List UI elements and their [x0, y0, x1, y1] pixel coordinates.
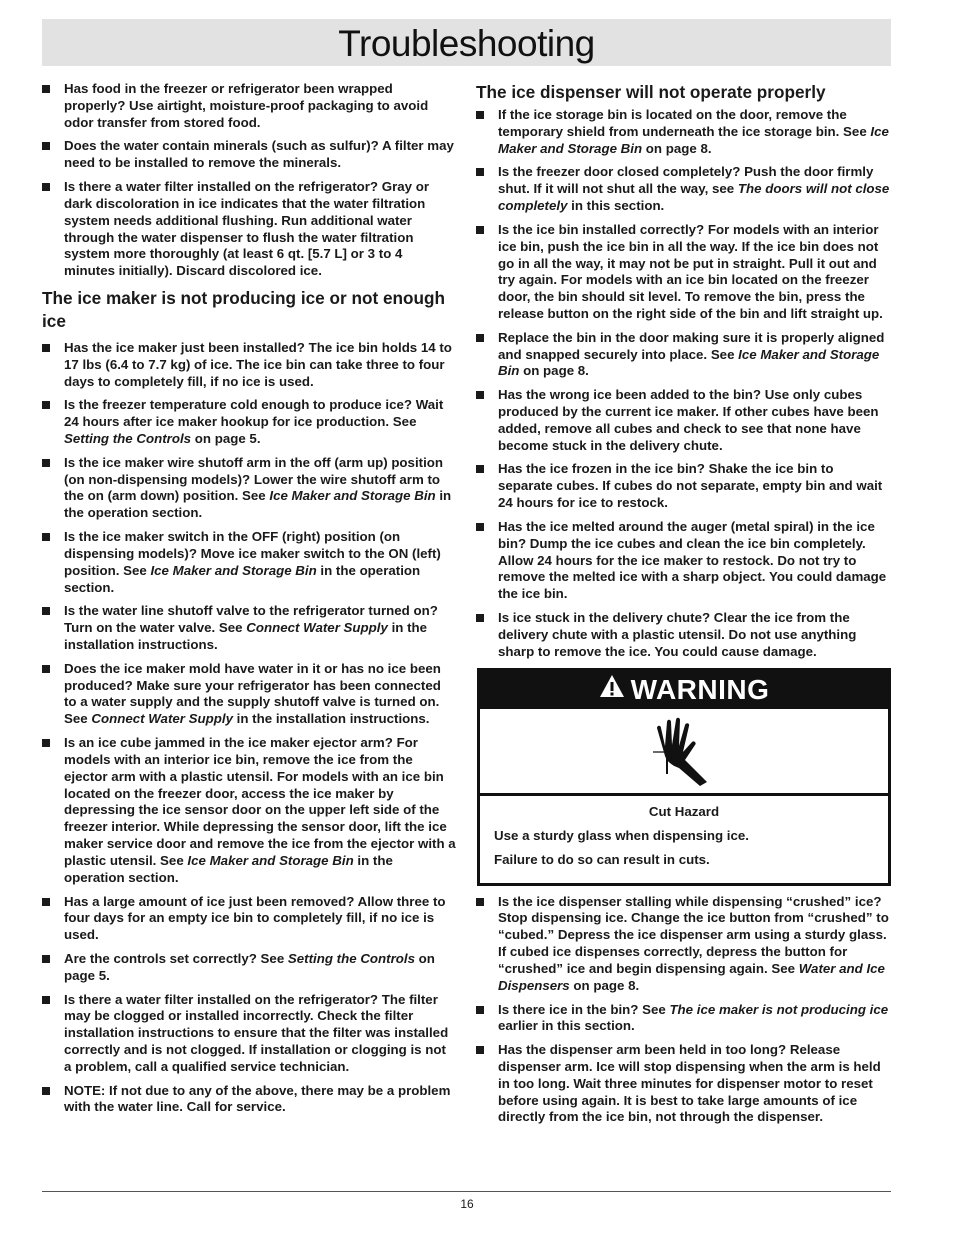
item-reference: Water and Ice Dispensers — [498, 960, 885, 993]
item-text: Is the water line shutoff valve to the refrigerator turned on? Turn on the water valve. See — [64, 603, 438, 636]
list-item — [42, 340, 456, 391]
list-item — [42, 992, 456, 1076]
warning-line-2: Failure to do so can result in cuts. — [494, 851, 710, 867]
bullet-square-icon — [476, 111, 484, 119]
bullet-square-icon — [42, 85, 50, 93]
bullet-square-icon — [476, 523, 484, 531]
item-reference: Ice Maker and Storage Bin — [498, 346, 880, 379]
item-text: Has the dispenser arm been held in too long? Release dispenser arm. Ice will stop dispensing when the arm is held in too long. Wait three minutes for dispenser motor to reset before using again. It is best to take large amounts of ice directly from the ice bin, not through the dispenser. — [498, 1042, 881, 1125]
bullet-square-icon — [476, 1006, 484, 1014]
dispenser-heading: The ice dispenser will not operate properly — [476, 82, 826, 102]
bullet-square-icon — [42, 955, 50, 963]
list-item — [42, 1083, 456, 1117]
list-item — [476, 1042, 891, 1126]
item-text: Is an ice cube jammed in the ice maker ejector arm? For models with an interior ice bin, remove the ice from the ejector arm with a plastic utensil. For models with an ice bin located on the freezer door, access the ice maker by depressing the ice sensor door on the upper left side of the freezer interior. While depressing the sensor door, lift the ice maker service door and remove the ice from the ejector with a plastic utensil. See — [64, 735, 456, 868]
list-item — [476, 519, 891, 603]
left-top-list — [42, 81, 456, 280]
bullet-square-icon — [42, 401, 50, 409]
item-text: Is ice stuck in the delivery chute? Clear the ice from the delivery chute with a plastic utensil. Do not use anything sharp to remove the ice. You could cause damage. — [498, 610, 857, 659]
item-reference: Connect Water Supply — [246, 620, 388, 636]
item-text: NOTE: If not due to any of the above, there may be a problem with the water line. Call for service. — [64, 1082, 451, 1115]
title-bar — [42, 19, 891, 66]
item-reference: The ice maker is not producing ice — [669, 1001, 889, 1017]
footer-rule — [42, 1191, 891, 1192]
list-item — [476, 610, 891, 661]
item-text: Is the freezer temperature cold enough to produce ice? Wait 24 hours after ice maker hookup for ice production. See — [64, 397, 444, 430]
list-item — [42, 81, 456, 132]
bullet-square-icon — [42, 1087, 50, 1095]
bullet-square-icon — [42, 898, 50, 906]
warning-header — [480, 671, 888, 709]
warning-line-1: Use a sturdy glass when dispensing ice. — [494, 827, 749, 843]
ice-maker-heading: The ice maker is not producing ice or not enough ice — [42, 287, 445, 331]
item-text: on page 8. — [569, 977, 640, 993]
item-text: in this section. — [567, 198, 665, 214]
list-item — [42, 661, 456, 728]
item-text: Is the ice dispenser stalling while dispensing “crushed” ice? Stop dispensing ice. Change the ice button from “crushed” to “cubed.” Depress the ice dispenser arm using a sturdy glass. If cubed ice dispenses correctly, depress the button for “crushed” ice and begin dispensing again. See — [498, 893, 889, 976]
item-text: Has the ice melted around the auger (metal spiral) in the ice bin? Dump the ice cubes and clean the ice bin completely. Allow 24 hours for the ice maker to restock. Do not try to remove the melted ice with a sharp object. You could damage the ice bin. — [498, 518, 887, 602]
item-text: Is there a water filter installed on the refrigerator? Gray or dark discoloration in ice indicates that the water filtration system needs additional flushing. Run additional water through the water dispenser to flush the water filtration system more thoroughly (at least 6 qt. [5.7 L] or 3 to 4 minutes initially). Discard discolored ice. — [64, 179, 430, 279]
page-number: 16 — [460, 1197, 474, 1211]
item-text: on page 5. — [64, 950, 435, 983]
list-item — [42, 951, 456, 985]
warning-image-area — [480, 709, 888, 796]
list-item — [42, 529, 456, 596]
item-text: Has a large amount of ice just been removed? Allow three to four days for an empty ice bin to completely fill, if no ice is used. — [64, 893, 446, 943]
item-text: Does the ice maker mold have water in it or has no ice been produced? Make sure your refrigerator has been connected to a water supply and the supply shutoff valve is turned on. See — [64, 660, 441, 727]
bullet-square-icon — [476, 391, 484, 399]
list-item — [476, 164, 891, 215]
list-item — [476, 387, 891, 454]
item-text: in the installation instructions. — [232, 711, 430, 727]
bullet-square-icon — [42, 183, 50, 191]
bullet-square-icon — [476, 226, 484, 234]
item-reference: Ice Maker and Storage Bin — [498, 123, 889, 156]
dispenser-after-list — [476, 894, 891, 1127]
item-text: on page 8. — [519, 363, 589, 379]
bullet-square-icon — [476, 1046, 484, 1054]
item-text: Does the water contain minerals (such as sulfur)? A filter may need to be installed to remove the minerals. — [64, 138, 454, 171]
item-text: in the installation instructions. — [64, 620, 428, 653]
right-column — [476, 81, 891, 1133]
bullet-square-icon — [42, 344, 50, 352]
list-item — [42, 603, 456, 654]
cut-hazard-hand-icon — [645, 716, 715, 786]
item-text: in the operation section. — [64, 852, 393, 885]
list-item — [476, 1002, 891, 1036]
list-item — [476, 330, 891, 381]
page-title: Troubleshooting — [338, 23, 595, 64]
bullet-square-icon — [476, 168, 484, 176]
list-item — [476, 894, 891, 995]
item-reference: The doors will not close completely — [498, 181, 890, 214]
list-item — [476, 107, 891, 158]
item-text: on page 5. — [191, 431, 261, 447]
item-text: in the operation section. — [64, 562, 421, 595]
item-reference: Setting the Controls — [64, 431, 192, 447]
item-text: Is there ice in the bin? See — [498, 1001, 670, 1017]
list-item — [42, 894, 456, 945]
list-item — [42, 735, 456, 887]
left-column — [42, 81, 456, 1123]
item-text: If the ice storage bin is located on the door, remove the temporary shield from underneath the ice storage bin. See — [498, 107, 871, 139]
bullet-square-icon — [42, 665, 50, 673]
item-text: Has the ice maker just been installed? The ice bin holds 14 to 17 lbs (6.4 to 7.7 kg) of ice. The ice bin can take three to four days to completely fill, if no ice is used. — [64, 339, 452, 389]
item-text: on page 8. — [642, 140, 712, 156]
list-item — [42, 455, 456, 522]
bullet-square-icon — [476, 898, 484, 906]
item-text: Has food in the freezer or refrigerator been wrapped properly? Use airtight, moisture-proof packaging to avoid odor transfer from stored food. — [64, 81, 429, 130]
list-item — [476, 461, 891, 512]
warning-box — [477, 668, 891, 886]
warning-hazard-title: Cut Hazard — [648, 803, 720, 819]
item-text: Is there a water filter installed on the refrigerator? The filter may be clogged or installed incorrectly. Check the filter installation instructions to ensure that the filter was installed correctly and is not clogged. If installation or clogging is not a problem, call a qualified service technician. — [64, 991, 449, 1074]
list-item — [42, 138, 456, 172]
item-text: Are the controls set correctly? See — [64, 950, 288, 966]
warning-body — [480, 796, 888, 883]
item-reference: Ice Maker and Storage Bin — [150, 562, 317, 578]
item-text: Is the ice bin installed correctly? For models with an interior ice bin, push the ice bin in all the way. If the ice bin does not go in all the way, it may not be put in straight. Pull it out and try again. For models with an ice bin located on the freezer door, the bin should sit level. To remove the bin, press the release button on the right side of the bin and lift straight up. — [498, 221, 883, 322]
item-text: Is the ice maker wire shutoff arm in the off (arm up) position (on non-dispensing models)? Lower the wire shutoff arm to the on (arm down) position. See — [64, 454, 444, 504]
list-item — [42, 397, 456, 448]
item-text: Has the ice frozen in the ice bin? Shake the ice bin to separate cubes. If cubes do not separate, empty bin and wait 24 hours for ice to restock. — [498, 461, 883, 511]
item-text: earlier in this section. — [498, 1018, 635, 1034]
bullet-square-icon — [476, 614, 484, 622]
item-reference: Connect Water Supply — [91, 711, 233, 727]
bullet-square-icon — [42, 142, 50, 150]
warning-label: WARNING — [630, 673, 770, 705]
item-reference: Setting the Controls — [287, 950, 415, 966]
item-text: Is the ice maker switch in the OFF (right) position (on dispensing models)? Move ice maker switch to the ON (left) position. See — [64, 529, 441, 578]
bullet-square-icon — [42, 996, 50, 1004]
ice-maker-list — [42, 340, 456, 1116]
bullet-square-icon — [42, 739, 50, 747]
item-reference: Ice Maker and Storage Bin — [187, 852, 354, 868]
list-item — [42, 179, 456, 280]
item-text: in the operation section. — [64, 488, 452, 521]
item-reference: Ice Maker and Storage Bin — [269, 488, 436, 504]
bullet-square-icon — [42, 607, 50, 615]
dispenser-list — [476, 107, 891, 661]
bullet-square-icon — [476, 334, 484, 342]
item-text: Is the freezer door closed completely? Push the door firmly shut. If it will not shut all the way, see — [498, 164, 874, 197]
list-item — [476, 222, 891, 323]
item-text: Replace the bin in the door making sure it is properly aligned and snapped securely into place. See — [498, 329, 885, 362]
bullet-square-icon — [42, 533, 50, 541]
bullet-square-icon — [476, 465, 484, 473]
warning-triangle-icon — [599, 670, 625, 708]
bullet-square-icon — [42, 459, 50, 467]
item-text: Has the wrong ice been added to the bin? Use only cubes produced by the current ice maker. If other cubes have been added, remove all cubes and check to see that none have become stuck in the delivery chute. — [498, 387, 879, 453]
